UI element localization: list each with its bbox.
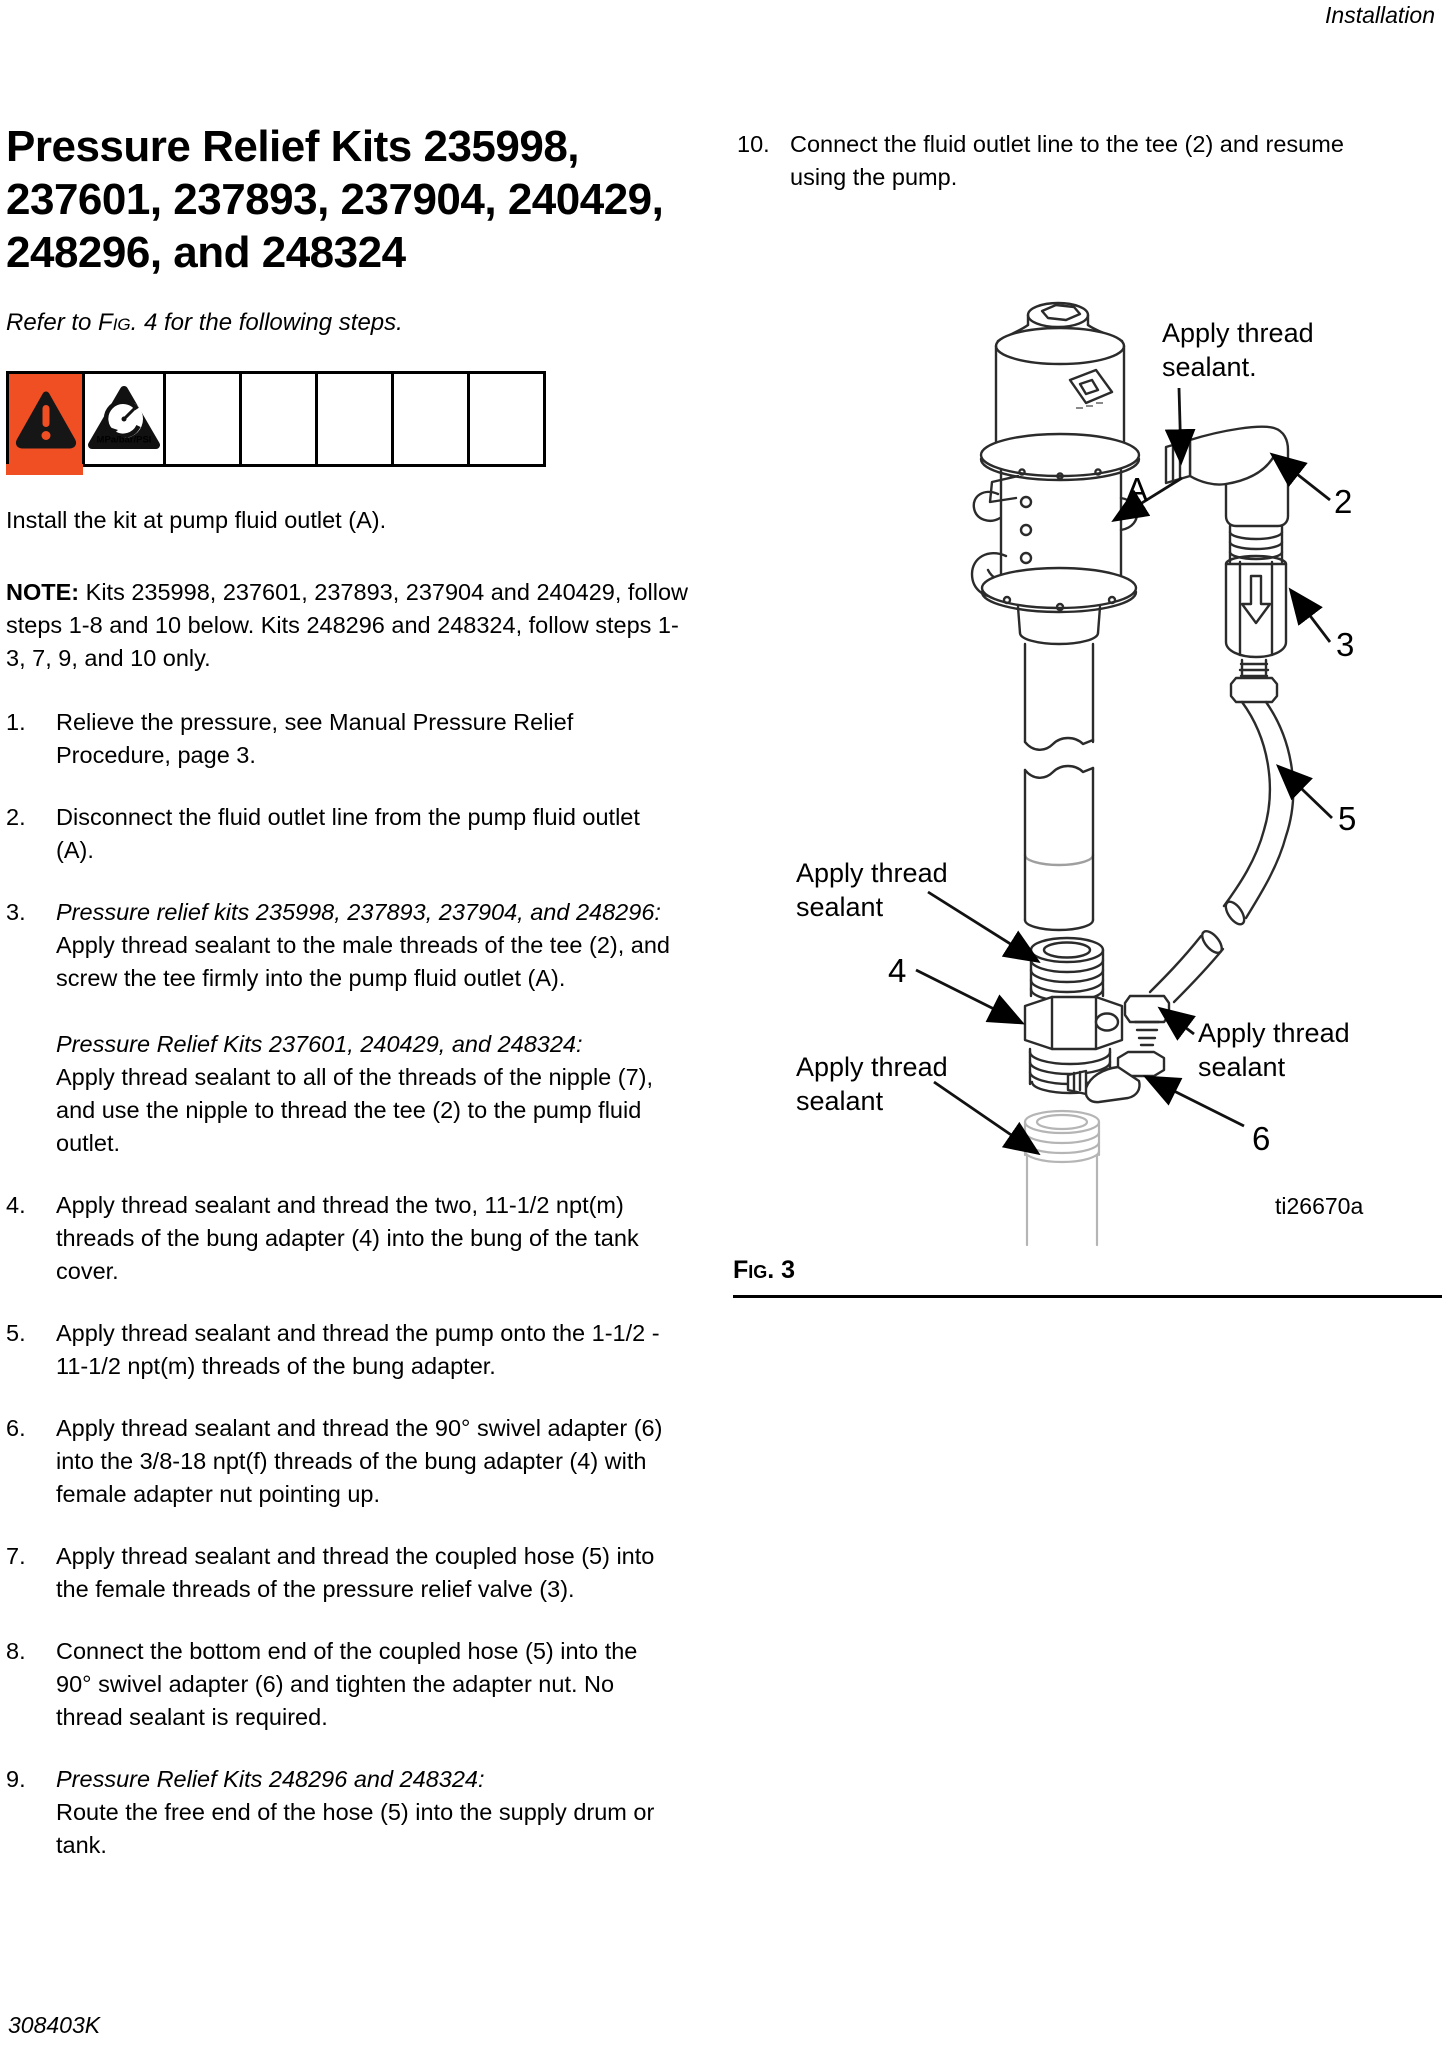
text-segment: Pressure Relief Kits 237601, 240429, and 248324:: [56, 1031, 583, 1057]
sealant-label-left-2: sealant: [796, 1086, 884, 1116]
step-number: 10.: [737, 131, 770, 157]
swivel-adapter-6: [1068, 1052, 1164, 1102]
pump-drawing: [972, 303, 1139, 930]
step-text: [56, 896, 671, 1160]
text-segment: Route the free end of the hose (5) into the supply drum or tank.: [56, 1799, 655, 1858]
sealant-label-right: Apply thread: [1198, 1018, 1350, 1048]
page-header: Installation: [1325, 2, 1435, 28]
text-segment: Pressure Relief Kits 248296 and 248324:: [56, 1766, 485, 1792]
step-number: 3.: [6, 899, 26, 925]
step-item: [6, 1189, 706, 1288]
step-item: [6, 896, 706, 1160]
coupled-hose-5: [1125, 660, 1293, 1045]
step-item: [6, 1412, 706, 1511]
warning-cell: [166, 374, 242, 464]
step-text: [56, 1635, 671, 1734]
step-item: [6, 1540, 706, 1606]
page-title-line: 248296, and 248324: [6, 228, 406, 277]
figure-caption: [733, 1256, 1442, 1298]
callout-3-label: 3: [1336, 626, 1355, 663]
warning-cell: [242, 374, 318, 464]
page-title: [6, 120, 706, 279]
callout-2-label: 2: [1334, 483, 1353, 520]
text-segment: Disconnect the fluid outlet line from the pump fluid outlet (A).: [56, 804, 640, 863]
callout-6-label: 6: [1252, 1120, 1271, 1157]
warning-cell: [9, 374, 85, 464]
step-number: 1.: [6, 709, 26, 735]
step-number: 9.: [6, 1766, 26, 1792]
step-item: [6, 706, 706, 772]
warning-cell: [470, 374, 543, 464]
text-segment: Apply thread sealant and thread the 90° swivel adapter (6) into the 3/8-18 npt(f) threads of the bung adapter (4) with female adapter nut pointing up.: [56, 1415, 663, 1507]
step-number: 8.: [6, 1638, 26, 1664]
tank-bung: [1025, 1111, 1099, 1245]
step-number: 2.: [6, 804, 26, 830]
callout-5-label: 5: [1338, 800, 1357, 837]
text-segment: Apply thread sealant and thread the two, 11-1/2 npt(m) threads of the bung adapter (4) into the bung of the tank cover.: [56, 1192, 639, 1284]
text-segment: Apply thread sealant to the male threads of the tee (2), and screw the tee firmly into the pump fluid outlet (A).: [56, 932, 670, 991]
step-number: 6.: [6, 1415, 26, 1441]
text-segment: Pressure relief kits 235998, 237893, 237904, and 248296:: [56, 899, 661, 925]
text-segment: Connect the bottom end of the coupled hose (5) into the 90° swivel adapter (6) and tighten the adapter nut. No thread sealant is required.: [56, 1638, 638, 1730]
left-column: [6, 120, 706, 1891]
step-text: [56, 706, 671, 772]
sealant-label-top: Apply thread: [1162, 318, 1314, 348]
step-item: [6, 801, 706, 867]
step-number: 7.: [6, 1543, 26, 1569]
step-item: [6, 1317, 706, 1383]
relief-valve-3: [1226, 556, 1286, 657]
gauge-units-label: MPa/bar/PSI: [96, 434, 152, 446]
figure-caption-label: Fig. 3: [733, 1256, 796, 1284]
step-number: 4.: [6, 1192, 26, 1218]
sealant-label-left-1: sealant: [796, 892, 884, 922]
figure-reference: Fig. 4: [98, 309, 158, 336]
callout-a-label: A: [1126, 471, 1149, 508]
page-title-line: Pressure Relief Kits 235998,: [6, 122, 580, 171]
figure-diagram: [730, 270, 1445, 1260]
footer-part-number: 308403K: [8, 2012, 101, 2038]
step-number: 5.: [6, 1320, 26, 1346]
step-text: [56, 1189, 671, 1288]
step-text: [56, 801, 671, 867]
step-10: [737, 128, 1365, 194]
elbow-fitting-2: [1166, 427, 1288, 526]
warning-strip: [6, 371, 546, 467]
text-segment: Relieve the pressure, see Manual Pressure Relief Procedure, page 3.: [56, 709, 574, 768]
callout-4-label: 4: [888, 952, 907, 989]
warning-cell: [318, 374, 394, 464]
refer-note: Refer to Fig. 4 for the following steps.: [6, 309, 403, 336]
step-text: [790, 128, 1365, 194]
note-paragraph: [6, 576, 688, 675]
sealant-label-right: sealant: [1198, 1052, 1286, 1082]
text-segment: NOTE:: [6, 579, 86, 605]
text-segment: Apply thread sealant and thread the coupled hose (5) into the female threads of the pressure relief valve (3).: [56, 1543, 655, 1602]
text-segment: Kits 235998, 237601, 237893, 237904 and 240429, follow steps 1-8 and 10 below. Kits 248296 and 248324, follow steps 1-3, 7, 9, and 10 only.: [6, 579, 689, 671]
step-item: [6, 1763, 706, 1862]
warning-icon: [13, 389, 79, 449]
pressure-gauge-icon: [85, 383, 163, 455]
step-item: [6, 1635, 706, 1734]
step-text: [56, 1317, 671, 1383]
step-text: [56, 1412, 671, 1511]
text-segment: Apply thread sealant to all of the threads of the nipple (7), and use the nipple to thread the tee (2) to the pump fluid outlet.: [56, 1064, 654, 1156]
sealant-label-left-1: Apply thread: [796, 858, 948, 888]
text-segment: Connect the fluid outlet line to the tee (2) and resume using the pump.: [790, 131, 1344, 190]
step-text: [56, 1763, 671, 1862]
warning-cell: [85, 374, 166, 464]
step-text: [56, 1540, 671, 1606]
text-segment: Apply thread sealant and thread the pump onto the 1-1/2 - 11-1/2 npt(m) threads of the bung adapter.: [56, 1320, 660, 1379]
install-note: Install the kit at pump fluid outlet (A).: [6, 507, 387, 533]
steps-list: [6, 706, 706, 1862]
warning-cell: [394, 374, 470, 464]
figure-image-id: ti26670a: [1275, 1193, 1364, 1219]
sealant-label-left-2: Apply thread: [796, 1052, 948, 1082]
sealant-label-top: sealant.: [1162, 352, 1257, 382]
page-title-line: 237601, 237893, 237904, 240429,: [6, 175, 664, 224]
